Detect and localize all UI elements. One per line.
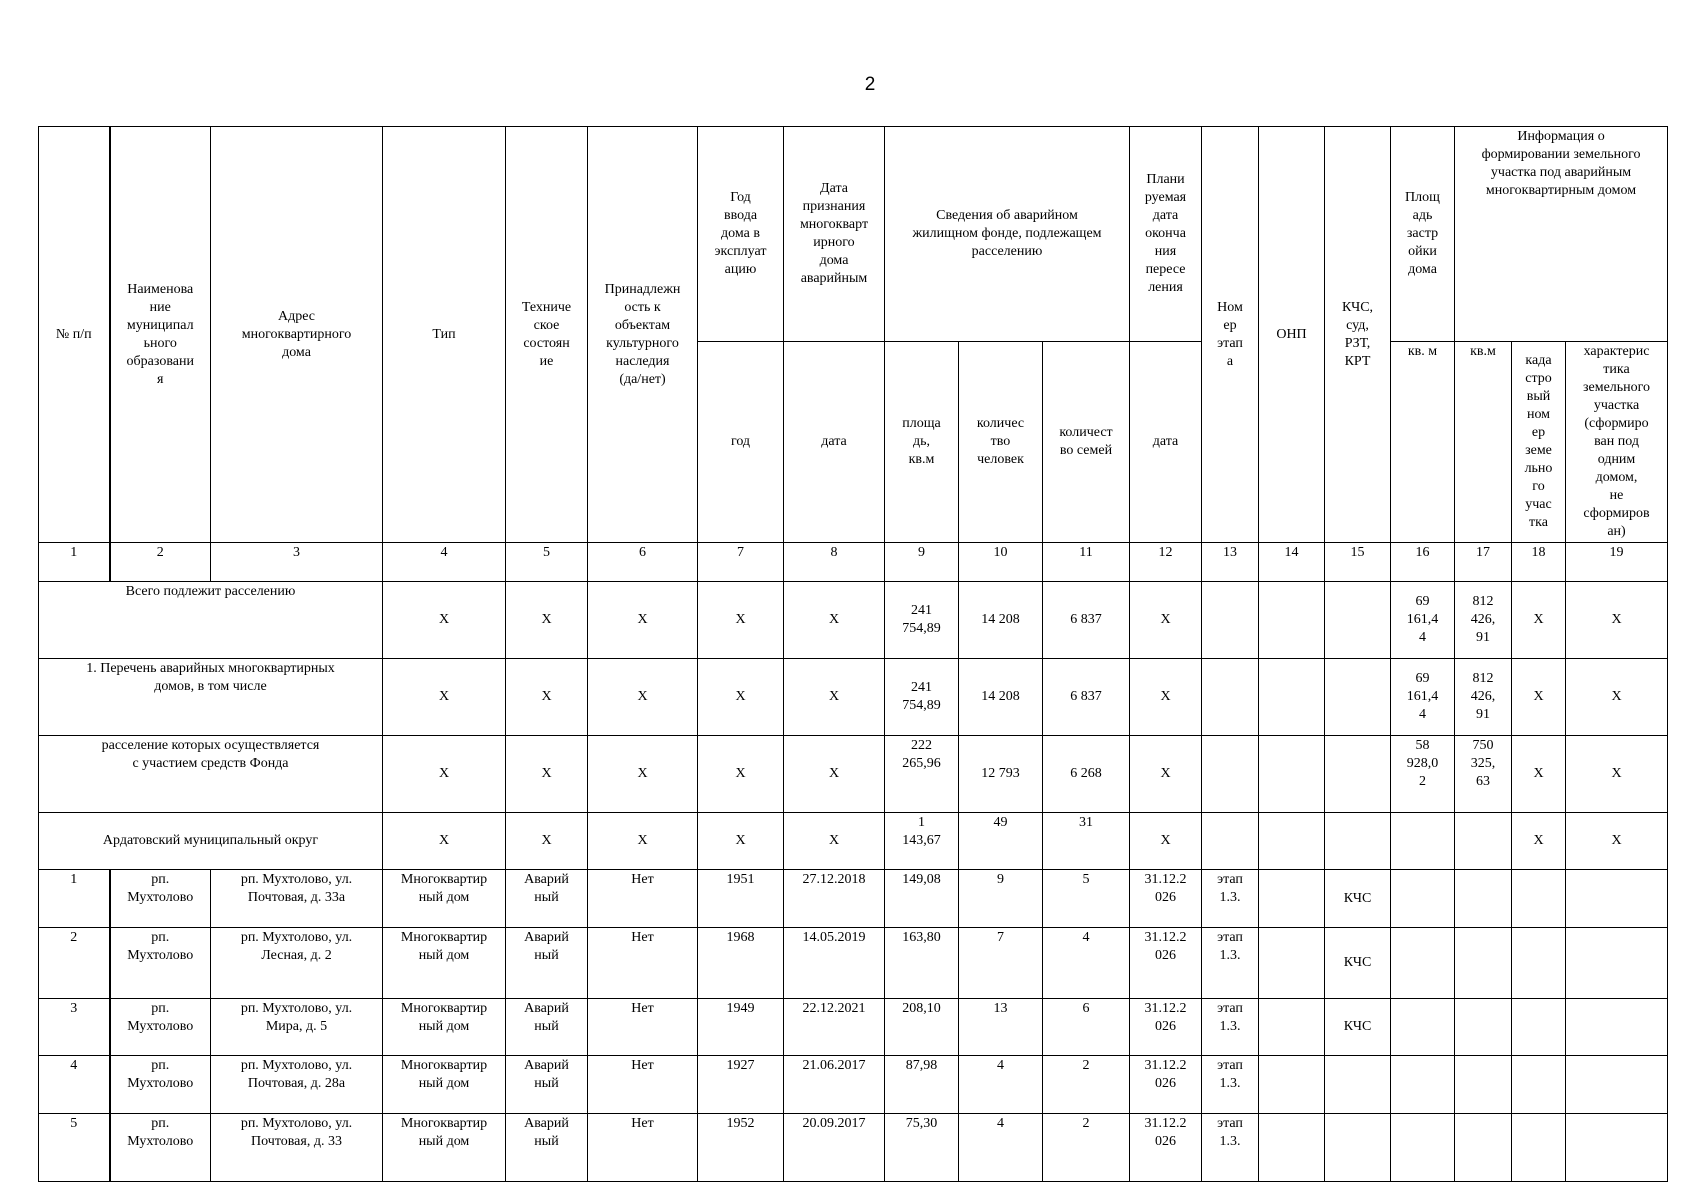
col-num: 6	[588, 543, 698, 582]
total-type: X	[383, 582, 506, 659]
total-kchs	[1325, 582, 1391, 659]
row-heritage: Нет	[588, 1114, 698, 1182]
subheader-area: площа дь, кв.м	[885, 342, 959, 543]
list-end: X	[1130, 659, 1202, 736]
col-num: 10	[959, 543, 1043, 582]
row-onp	[1259, 1114, 1325, 1182]
district-state: X	[506, 813, 588, 870]
row-area: 75,30	[885, 1114, 959, 1182]
row-type: Многоквартир ный дом	[383, 999, 506, 1056]
total-row	[39, 582, 1668, 659]
row-kchs: КЧС	[1325, 870, 1391, 928]
row-heritage: Нет	[588, 928, 698, 999]
list-heritage: X	[588, 659, 698, 736]
total-date: X	[784, 582, 885, 659]
district-date: X	[784, 813, 885, 870]
row-heritage: Нет	[588, 1056, 698, 1114]
col-num: 15	[1325, 543, 1391, 582]
row-end: 31.12.2 026	[1130, 870, 1202, 928]
row-heritage: Нет	[588, 870, 698, 928]
total-land-char: X	[1566, 582, 1668, 659]
row-build-area	[1391, 1056, 1455, 1114]
row-families: 5	[1043, 870, 1130, 928]
fund-state: X	[506, 736, 588, 813]
row-area: 87,98	[885, 1056, 959, 1114]
header-tech-state: Техниче ское состоян ие	[506, 127, 588, 543]
row-land-char	[1566, 999, 1668, 1056]
row-land-char	[1566, 928, 1668, 999]
row-kchs: КЧС	[1325, 928, 1391, 999]
district-stage	[1202, 813, 1259, 870]
table-row	[39, 928, 1668, 999]
row-build-area	[1391, 1114, 1455, 1182]
row-cadastral	[1512, 870, 1566, 928]
list-label: 1. Перечень аварийных многоквартирных домов, в том числе	[39, 659, 383, 736]
header-planned-end: Плани руемая дата оконча ния пересе ления	[1130, 127, 1202, 342]
row-municipality: рп. Мухтолово	[110, 999, 211, 1056]
row-land-area	[1455, 1114, 1512, 1182]
row-number: 2	[39, 928, 110, 999]
total-state: X	[506, 582, 588, 659]
fund-cadastral: X	[1512, 736, 1566, 813]
list-date: X	[784, 659, 885, 736]
row-address: рп. Мухтолово, ул. Почтовая, д. 33а	[211, 870, 383, 928]
col-num: 8	[784, 543, 885, 582]
list-people: 14 208	[959, 659, 1043, 736]
fund-build-area: 58 928,0 2	[1391, 736, 1455, 813]
row-state: Аварий ный	[506, 870, 588, 928]
row-municipality: рп. Мухтолово	[110, 1114, 211, 1182]
row-end: 31.12.2 026	[1130, 1114, 1202, 1182]
row-number: 4	[39, 1056, 110, 1114]
col-num: 13	[1202, 543, 1259, 582]
district-heritage: X	[588, 813, 698, 870]
total-build-area: 69 161,4 4	[1391, 582, 1455, 659]
row-land-area	[1455, 1056, 1512, 1114]
row-kchs	[1325, 1114, 1391, 1182]
table-row	[39, 999, 1668, 1056]
row-municipality: рп. Мухтолово	[110, 1056, 211, 1114]
row-land-char	[1566, 1114, 1668, 1182]
row-year: 1968	[698, 928, 784, 999]
col-num: 12	[1130, 543, 1202, 582]
subheader-year: год	[698, 342, 784, 543]
col-num: 14	[1259, 543, 1325, 582]
row-families: 2	[1043, 1056, 1130, 1114]
header-type: Тип	[383, 127, 506, 543]
header-number: № п/п	[39, 127, 110, 543]
col-num: 7	[698, 543, 784, 582]
row-state: Аварий ный	[506, 928, 588, 999]
header-stage: Ном ер этап а	[1202, 127, 1259, 543]
total-people: 14 208	[959, 582, 1043, 659]
fund-row	[39, 736, 1668, 813]
row-stage: этап 1.3.	[1202, 1056, 1259, 1114]
col-num: 16	[1391, 543, 1455, 582]
list-land-char: X	[1566, 659, 1668, 736]
total-label: Всего подлежит расселению	[39, 582, 383, 659]
row-municipality: рп. Мухтолово	[110, 870, 211, 928]
row-people: 4	[959, 1114, 1043, 1182]
total-land-area: 812 426, 91	[1455, 582, 1512, 659]
row-land-area	[1455, 928, 1512, 999]
row-build-area	[1391, 870, 1455, 928]
row-date: 21.06.2017	[784, 1056, 885, 1114]
row-address: рп. Мухтолово, ул. Лесная, д. 2	[211, 928, 383, 999]
row-onp	[1259, 1056, 1325, 1114]
row-kchs: КЧС	[1325, 999, 1391, 1056]
list-type: X	[383, 659, 506, 736]
col-num: 2	[110, 543, 211, 582]
district-onp	[1259, 813, 1325, 870]
total-area: 241 754,89	[885, 582, 959, 659]
district-type: X	[383, 813, 506, 870]
header-onp: ОНП	[1259, 127, 1325, 543]
table-row	[39, 870, 1668, 928]
row-cadastral	[1512, 1114, 1566, 1182]
row-number: 5	[39, 1114, 110, 1182]
col-num: 5	[506, 543, 588, 582]
col-num: 9	[885, 543, 959, 582]
district-year: X	[698, 813, 784, 870]
district-cadastral: X	[1512, 813, 1566, 870]
subheader-build-area-unit: кв. м	[1391, 342, 1455, 543]
list-onp	[1259, 659, 1325, 736]
row-land-char	[1566, 1056, 1668, 1114]
col-num: 17	[1455, 543, 1512, 582]
column-number-row	[39, 543, 1668, 582]
row-year: 1949	[698, 999, 784, 1056]
row-type: Многоквартир ный дом	[383, 1114, 506, 1182]
subheader-land-char: характерис тика земельного участка (сформиро ван под одним домом, не сформиров ан)	[1566, 342, 1668, 543]
row-type: Многоквартир ный дом	[383, 928, 506, 999]
total-onp	[1259, 582, 1325, 659]
col-num: 18	[1512, 543, 1566, 582]
subheader-end-date: дата	[1130, 342, 1202, 543]
district-families: 31	[1043, 813, 1130, 870]
row-type: Многоквартир ный дом	[383, 1056, 506, 1114]
total-heritage: X	[588, 582, 698, 659]
row-date: 14.05.2019	[784, 928, 885, 999]
fund-type: X	[383, 736, 506, 813]
row-people: 9	[959, 870, 1043, 928]
subheader-people: количес тво человек	[959, 342, 1043, 543]
list-area: 241 754,89	[885, 659, 959, 736]
row-land-area	[1455, 999, 1512, 1056]
row-end: 31.12.2 026	[1130, 928, 1202, 999]
row-year: 1927	[698, 1056, 784, 1114]
subheader-families: количест во семей	[1043, 342, 1130, 543]
row-families: 4	[1043, 928, 1130, 999]
list-land-area: 812 426, 91	[1455, 659, 1512, 736]
row-state: Аварий ный	[506, 1114, 588, 1182]
total-cadastral: X	[1512, 582, 1566, 659]
col-num: 19	[1566, 543, 1668, 582]
row-date: 22.12.2021	[784, 999, 885, 1056]
list-row	[39, 659, 1668, 736]
header-address: Адрес многоквартирного дома	[211, 127, 383, 543]
district-end: X	[1130, 813, 1202, 870]
row-families: 6	[1043, 999, 1130, 1056]
fund-land-area: 750 325, 63	[1455, 736, 1512, 813]
fund-people: 12 793	[959, 736, 1043, 813]
row-area: 208,10	[885, 999, 959, 1056]
list-build-area: 69 161,4 4	[1391, 659, 1455, 736]
row-stage: этап 1.3.	[1202, 928, 1259, 999]
header-build-area: Площ адь застр ойки дома	[1391, 127, 1455, 342]
list-year: X	[698, 659, 784, 736]
row-cadastral	[1512, 928, 1566, 999]
page-number: 2	[864, 74, 876, 95]
total-end: X	[1130, 582, 1202, 659]
district-area: 1 143,67	[885, 813, 959, 870]
fund-onp	[1259, 736, 1325, 813]
list-families: 6 837	[1043, 659, 1130, 736]
row-state: Аварий ный	[506, 1056, 588, 1114]
fund-end: X	[1130, 736, 1202, 813]
district-row	[39, 813, 1668, 870]
row-onp	[1259, 870, 1325, 928]
row-land-char	[1566, 870, 1668, 928]
subheader-cadastral: када стро вый ном ер земе льно го учас тка	[1512, 342, 1566, 543]
header-municipality: Наименова ние муниципал ьного образовани я	[110, 127, 211, 543]
row-end: 31.12.2 026	[1130, 1056, 1202, 1114]
list-kchs	[1325, 659, 1391, 736]
row-onp	[1259, 999, 1325, 1056]
row-stage: этап 1.3.	[1202, 1114, 1259, 1182]
row-address: рп. Мухтолово, ул. Мира, д. 5	[211, 999, 383, 1056]
row-people: 7	[959, 928, 1043, 999]
row-type: Многоквартир ный дом	[383, 870, 506, 928]
row-onp	[1259, 928, 1325, 999]
row-date: 20.09.2017	[784, 1114, 885, 1182]
table-row	[39, 1056, 1668, 1114]
header-land-info: Информация о формировании земельного участка под аварийным многоквартирным домом	[1455, 127, 1668, 342]
fund-heritage: X	[588, 736, 698, 813]
fund-land-char: X	[1566, 736, 1668, 813]
row-people: 4	[959, 1056, 1043, 1114]
total-families: 6 837	[1043, 582, 1130, 659]
row-number: 3	[39, 999, 110, 1056]
table-row	[39, 1114, 1668, 1182]
district-land-char: X	[1566, 813, 1668, 870]
col-num: 4	[383, 543, 506, 582]
header-row	[39, 127, 1668, 342]
fund-area: 222 265,96	[885, 736, 959, 813]
district-land-area	[1455, 813, 1512, 870]
col-num: 3	[211, 543, 383, 582]
fund-date: X	[784, 736, 885, 813]
row-area: 163,80	[885, 928, 959, 999]
col-num: 1	[39, 543, 110, 582]
row-land-area	[1455, 870, 1512, 928]
subheader-date: дата	[784, 342, 885, 543]
fund-families: 6 268	[1043, 736, 1130, 813]
total-stage	[1202, 582, 1259, 659]
fund-label: расселение которых осуществляется с участием средств Фонда	[39, 736, 383, 813]
district-build-area	[1391, 813, 1455, 870]
header-year-commission: Год ввода дома в эксплуат ацию	[698, 127, 784, 342]
fund-stage	[1202, 736, 1259, 813]
row-people: 13	[959, 999, 1043, 1056]
row-state: Аварий ный	[506, 999, 588, 1056]
col-num: 11	[1043, 543, 1130, 582]
row-stage: этап 1.3.	[1202, 999, 1259, 1056]
row-build-area	[1391, 928, 1455, 999]
row-end: 31.12.2 026	[1130, 999, 1202, 1056]
list-cadastral: X	[1512, 659, 1566, 736]
row-date: 27.12.2018	[784, 870, 885, 928]
fund-kchs	[1325, 736, 1391, 813]
row-address: рп. Мухтолово, ул. Почтовая, д. 33	[211, 1114, 383, 1182]
row-heritage: Нет	[588, 999, 698, 1056]
total-year: X	[698, 582, 784, 659]
row-address: рп. Мухтолово, ул. Почтовая, д. 28а	[211, 1056, 383, 1114]
row-cadastral	[1512, 999, 1566, 1056]
row-year: 1952	[698, 1114, 784, 1182]
emergency-housing-table	[38, 126, 1668, 1182]
row-families: 2	[1043, 1114, 1130, 1182]
district-label: Ардатовский муниципальный округ	[39, 813, 383, 870]
list-stage	[1202, 659, 1259, 736]
row-stage: этап 1.3.	[1202, 870, 1259, 928]
row-year: 1951	[698, 870, 784, 928]
header-recognition-date: Дата признания многокварт ирного дома аварийным	[784, 127, 885, 342]
row-number: 1	[39, 870, 110, 928]
fund-year: X	[698, 736, 784, 813]
row-area: 149,08	[885, 870, 959, 928]
header-kchs: КЧС, суд, РЗТ, КРТ	[1325, 127, 1391, 543]
header-heritage: Принадлежн ость к объектам культурного наследия (да/нет)	[588, 127, 698, 543]
row-kchs	[1325, 1056, 1391, 1114]
district-kchs	[1325, 813, 1391, 870]
header-emergency-fund: Сведения об аварийном жилищном фонде, подлежащем расселению	[885, 127, 1130, 342]
district-people: 49	[959, 813, 1043, 870]
row-cadastral	[1512, 1056, 1566, 1114]
subheader-land-area-unit: кв.м	[1455, 342, 1512, 543]
row-municipality: рп. Мухтолово	[110, 928, 211, 999]
row-build-area	[1391, 999, 1455, 1056]
list-state: X	[506, 659, 588, 736]
